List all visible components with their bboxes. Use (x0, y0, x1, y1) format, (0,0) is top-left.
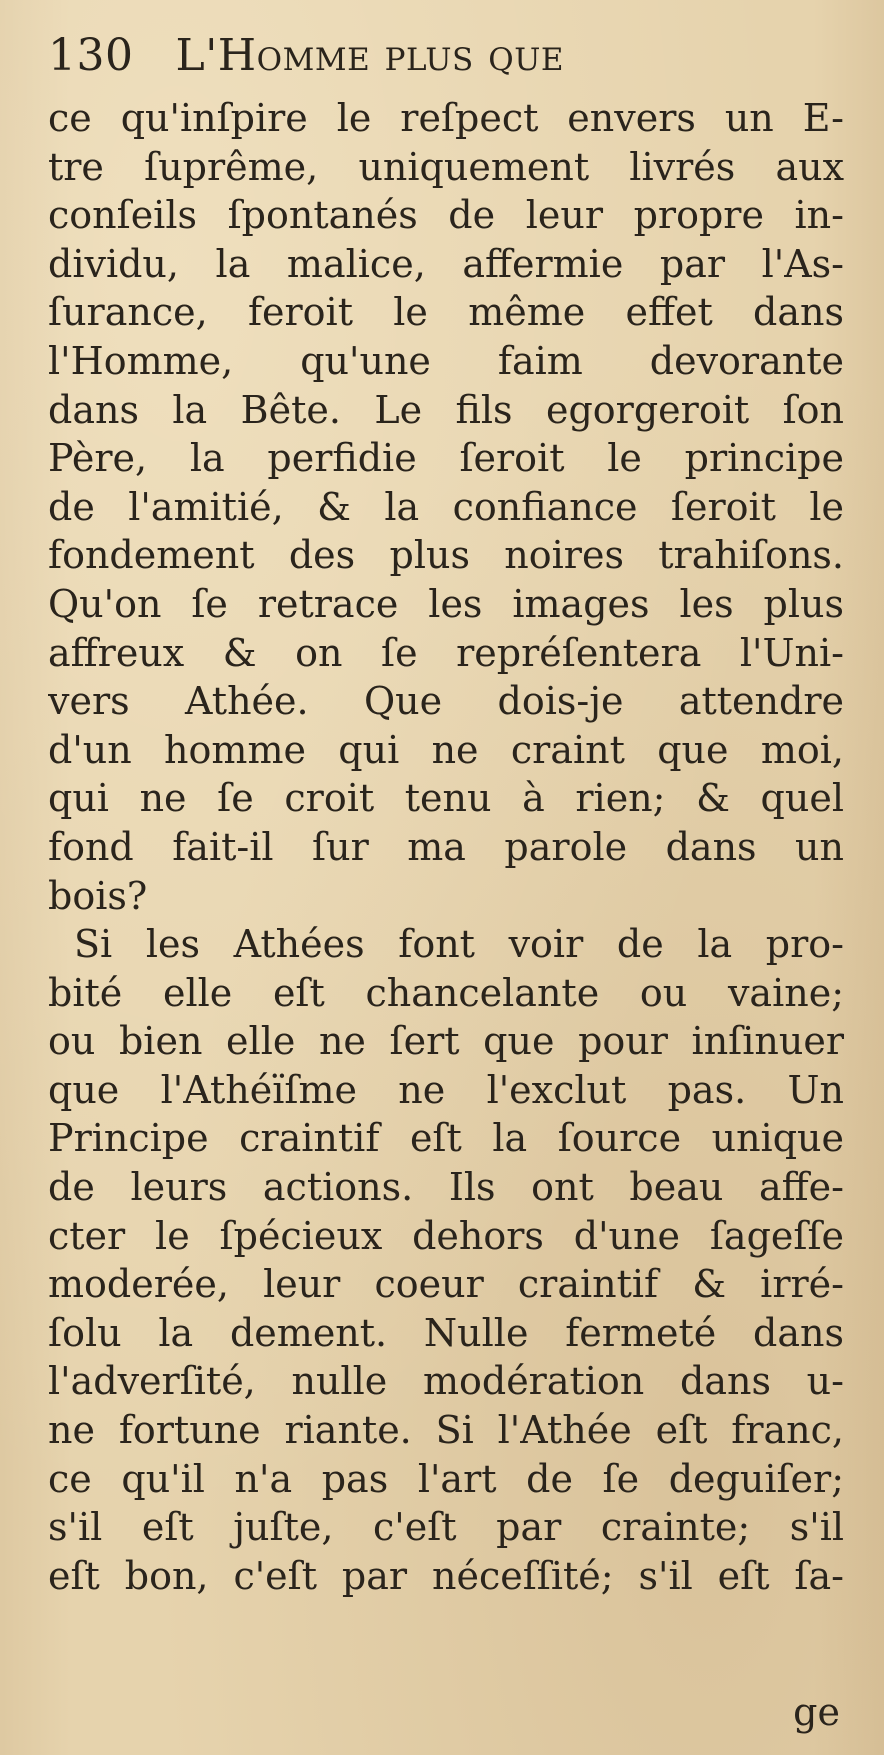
page-header (48, 22, 844, 90)
text-line: Qu'on ſe retrace les images les plus (48, 581, 844, 626)
text-line: que l'Athéïſme ne l'exclut pas. Un (48, 1067, 844, 1112)
text-line: bois? (48, 873, 148, 918)
text-line: conſeils ſpontanés de leur propre in- (48, 193, 844, 238)
running-title: L'Homme plus que (175, 30, 564, 81)
text-line: Principe craintif eſt la ſource unique (48, 1116, 844, 1161)
text-line: moderée, leur coeur craintif & irré- (48, 1262, 844, 1307)
text-line: affreux & on ſe repréſentera l'Uni- (48, 630, 844, 675)
text-line: de l'amitié, & la confiance ſeroit le (48, 484, 844, 529)
text-line: bité elle eſt chancelante ou vaine; (48, 970, 844, 1015)
text-line: l'adverſité, nulle modération dans u- (48, 1359, 844, 1404)
text-line: ou bien elle ne ſert que pour inſinuer (48, 1019, 844, 1064)
text-line: cter le ſpécieux dehors d'une ſageſſe (48, 1213, 844, 1258)
text-line: l'Homme, qu'une faim devorante (48, 338, 844, 383)
text-line: de leurs actions. Ils ont beau affe- (48, 1165, 844, 1210)
text-line: vers Athée. Que dois-je attendre (48, 679, 844, 724)
text-line: Si les Athées font voir de la pro- (74, 922, 844, 967)
text-line: fondement des plus noires trahiſons. (48, 533, 844, 578)
text-line: fond fait-il ſur ma parole dans un (48, 824, 844, 869)
text-line: ſolu la dement. Nulle fermeté dans (48, 1310, 844, 1355)
text-line: ce qu'inſpire le reſpect envers un E- (48, 96, 844, 140)
catchword: ge (793, 1690, 840, 1734)
text-line: dans la Bête. Le fils egorgeroit ſon (48, 387, 844, 432)
text-line: eſt bon, c'eſt par néceſſité; s'il eſt ſa- (48, 1553, 844, 1598)
text-line: Père, la perfidie ſeroit le principe (48, 436, 844, 481)
text-line: ce qu'il n'a pas l'art de ſe deguiſer; (48, 1456, 844, 1501)
text-line: tre ſuprême, uniquement livrés aux (48, 144, 844, 189)
text-line: d'un homme qui ne craint que moi, (48, 727, 844, 772)
text-line: qui ne ſe croit tenu à rien; & quel (48, 776, 844, 821)
page-number: 130 (48, 30, 134, 81)
text-line: dividu, la malice, affermie par l'As- (48, 241, 844, 286)
text-line: s'il eſt juſte, c'eſt par crainte; s'il (48, 1505, 844, 1550)
body-text (48, 94, 844, 1600)
text-line: ne fortune riante. Si l'Athée eſt franc, (48, 1408, 844, 1453)
text-line: ſurance, feroit le même effet dans (48, 290, 844, 335)
